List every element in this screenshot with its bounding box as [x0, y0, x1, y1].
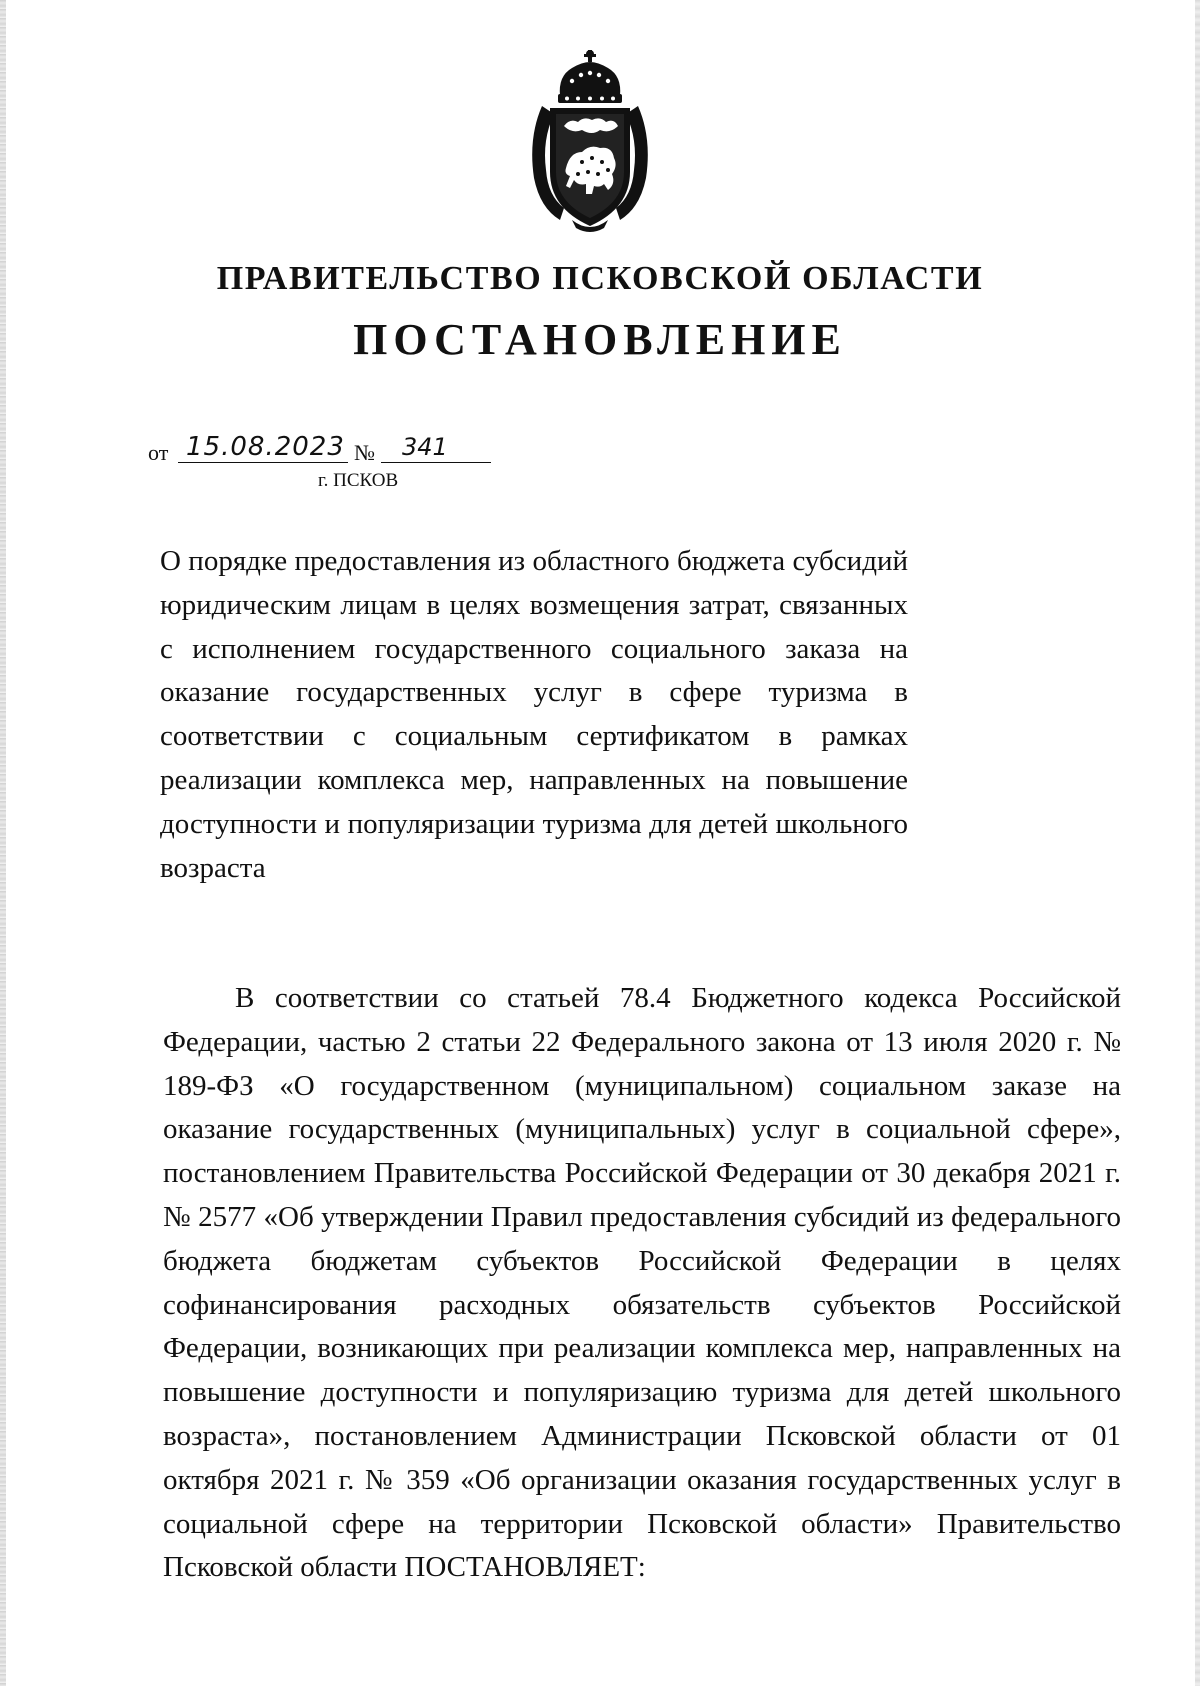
document-subject: О порядке предоставления из областного бюджета субсидий юридическим лицам в целях возмещения затрат, связанных с исполнением государственного социального заказа на оказание государственных услуг в сфере туризма в соответствии с социальным сертификатом в рамках реализации комплекса мер, направленных на повышение доступности и популяризации туризма для детей школьного возраста	[160, 545, 908, 884]
registration-line	[148, 432, 548, 465]
document-date: 15.08.2023	[178, 432, 491, 463]
scan-edge-right	[1195, 0, 1200, 1686]
document-number: 341	[402, 433, 448, 461]
scan-edge-left	[0, 0, 6, 1686]
organization-name: ПРАВИТЕЛЬСТВО ПСКОВСКОЙ ОБЛАСТИ	[216, 260, 984, 297]
city-label: г. ПСКОВ	[318, 470, 399, 491]
preamble-paragraph: В соответствии со статьей 78.4 Бюджетного кодекса Российской Федерации, частью 2 статьи 22 Федерального закона от 13 июля 2020 г. № 189-ФЗ «О государственном (муниципальном) социальном заказе на оказание государственных (муниципальных) услуг в социальной сфере», постановлением Правительства Российской Федерации от 30 декабря 2021 г. № 2577 «Об утверждении Правил предоставления субсидий из федерального бюджета бюджетам субъектов Российской Федерации в целях софинансирования расходных обязательств субъектов Российской Федерации, возникающих при реализации комплекса мер, направленных на повышение доступности и популяризацию туризма для детей школьного возраста», постановлением Администрации Псковской области от 01 октября 2021 г. № 359 «Об организации оказания государственных услуг в социальной сфере на территории Псковской области» Правительство Псковской области ПОСТАНОВЛЯЕТ:	[163, 982, 1121, 1584]
coat-of-arms-icon	[520, 48, 660, 234]
number-sign-label: №	[348, 440, 381, 466]
document-type-title: ПОСТАНОВЛЕНИЕ	[353, 315, 847, 364]
date-prefix-label: от	[148, 440, 169, 465]
